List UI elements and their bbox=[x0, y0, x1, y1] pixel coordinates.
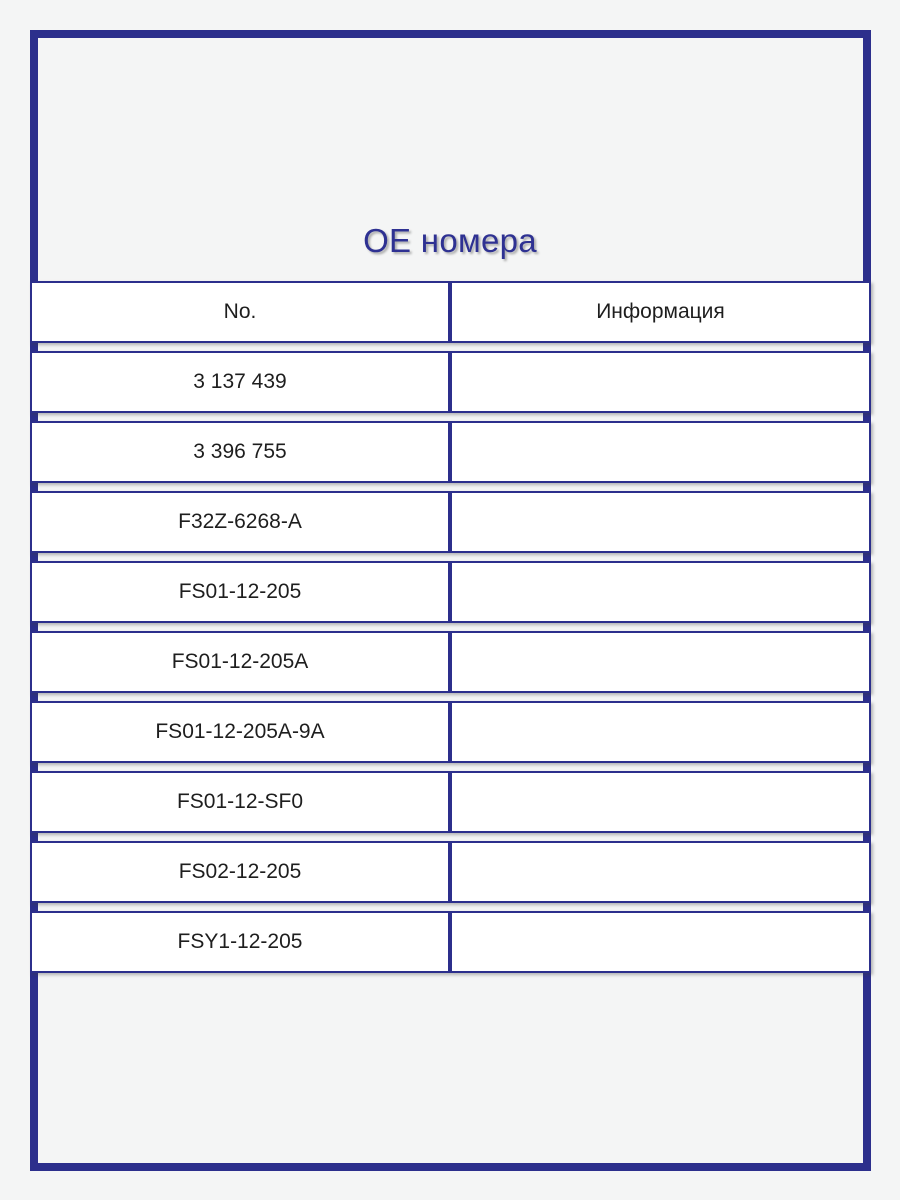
table-row bbox=[30, 631, 871, 693]
table-header-row bbox=[30, 281, 871, 343]
cell-no: FS01-12-SF0 bbox=[30, 771, 450, 833]
cell-no: 3 396 755 bbox=[30, 421, 450, 483]
table-row bbox=[30, 771, 871, 833]
cell-info bbox=[450, 631, 871, 693]
cell-no: FS01-12-205A-9A bbox=[30, 701, 450, 763]
table-row bbox=[30, 911, 871, 973]
header-no: No. bbox=[30, 281, 450, 343]
cell-no: FS01-12-205A bbox=[30, 631, 450, 693]
table-row bbox=[30, 421, 871, 483]
cell-no: FS01-12-205 bbox=[30, 561, 450, 623]
table-row bbox=[30, 351, 871, 413]
header-info: Информация bbox=[450, 281, 871, 343]
page-title: OE номера bbox=[363, 222, 537, 259]
cell-info bbox=[450, 491, 871, 553]
cell-no: FS02-12-205 bbox=[30, 841, 450, 903]
table-row bbox=[30, 841, 871, 903]
cell-info bbox=[450, 771, 871, 833]
cell-info bbox=[450, 841, 871, 903]
table-row bbox=[30, 491, 871, 553]
cell-no: F32Z-6268-A bbox=[30, 491, 450, 553]
cell-info bbox=[450, 701, 871, 763]
cell-no: 3 137 439 bbox=[30, 351, 450, 413]
table-row bbox=[30, 561, 871, 623]
cell-info bbox=[450, 561, 871, 623]
cell-no: FSY1-12-205 bbox=[30, 911, 450, 973]
cell-info bbox=[450, 911, 871, 973]
table-row bbox=[30, 701, 871, 763]
cell-info bbox=[450, 421, 871, 483]
cell-info bbox=[450, 351, 871, 413]
